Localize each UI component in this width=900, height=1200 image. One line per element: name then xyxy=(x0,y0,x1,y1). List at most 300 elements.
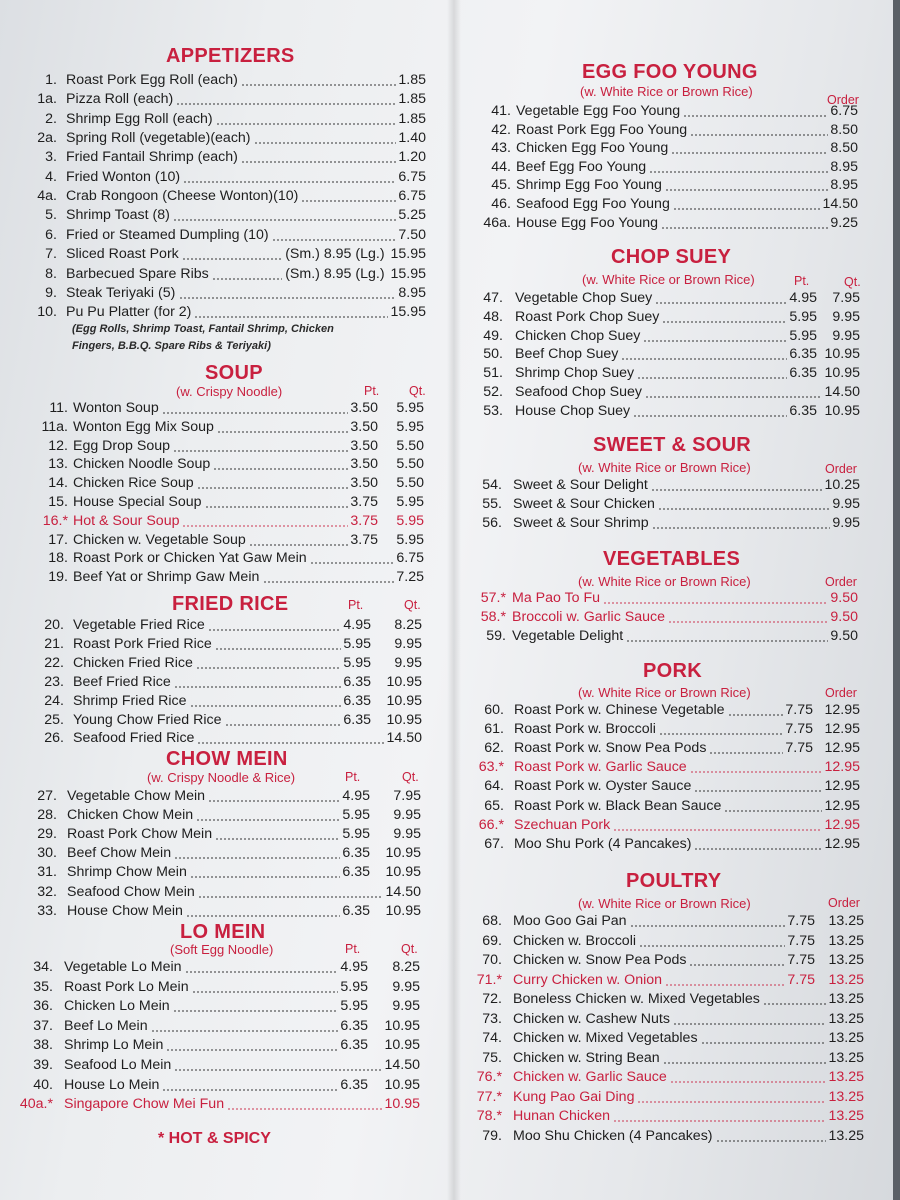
item-name: Shrimp Chow Mein xyxy=(67,864,187,881)
leader-dots xyxy=(190,705,342,707)
leader-dots xyxy=(213,468,348,470)
menu-item-row xyxy=(0,266,440,284)
item-price-pint: 7.75 xyxy=(785,740,813,757)
item-number: 79. xyxy=(482,1127,502,1144)
item-price-quart: 9.95 xyxy=(392,998,420,1015)
item-number: 64. xyxy=(484,778,504,795)
section-title-chow-mein: CHOW MEIN xyxy=(166,748,288,770)
item-price-pint: 7.75 xyxy=(785,702,813,718)
item-name: Hunan Chicken xyxy=(513,1108,611,1124)
item-number: 41. xyxy=(491,103,511,119)
menu-item-row xyxy=(458,122,893,140)
item-price: 15.95 xyxy=(390,246,426,263)
item-price-pint: 6.35 xyxy=(342,845,370,862)
item-price: 9.50 xyxy=(830,608,858,625)
item-name: Moo Goo Gai Pan xyxy=(513,913,627,929)
section-subtitle-pork: (w. White Rice or Brown Rice) xyxy=(578,685,751,700)
item-price: 1.20 xyxy=(398,149,426,166)
item-number: 42. xyxy=(491,121,511,138)
leader-dots xyxy=(196,819,340,821)
menu-item-row xyxy=(0,807,440,825)
sweet-sour-order-header: Order xyxy=(825,462,857,476)
menu-item-row xyxy=(0,1057,440,1075)
section-title-appetizers: APPETIZERS xyxy=(166,45,295,67)
soup-qt-header: Qt. xyxy=(409,384,426,398)
item-name: Roast Pork w. Garlic Sauce xyxy=(514,759,687,776)
item-name: Shrimp Lo Mein xyxy=(64,1037,164,1054)
menu-item-row xyxy=(458,328,893,346)
menu-item-row xyxy=(458,215,893,233)
menu-item-row xyxy=(458,177,893,195)
item-price-quart: 10.95 xyxy=(386,711,422,728)
leader-dots xyxy=(690,134,828,136)
item-number: 44. xyxy=(491,158,511,175)
leader-dots xyxy=(254,142,397,144)
item-name: Kung Pao Gai Ding xyxy=(513,1088,635,1105)
leader-dots xyxy=(192,991,339,993)
item-number: 43. xyxy=(491,140,511,157)
item-price: 13.25 xyxy=(828,913,864,929)
item-name: Curry Chicken w. Onion xyxy=(513,971,663,988)
item-name: Chicken w. Broccoli xyxy=(513,932,637,949)
item-number: 68. xyxy=(482,913,502,929)
menu-item-row xyxy=(458,346,893,364)
leader-dots xyxy=(249,544,349,546)
section-subtitle-sweet-sour: (w. White Rice or Brown Rice) xyxy=(578,460,751,475)
item-price-quart: 5.95 xyxy=(396,400,424,416)
item-number: 39. xyxy=(33,1057,53,1073)
menu-item-row xyxy=(0,655,440,673)
item-name: Fried or Steamed Dumpling (10) xyxy=(66,226,269,243)
item-number: 56. xyxy=(482,514,502,531)
item-name: Sweet & Sour Shrimp xyxy=(513,514,649,531)
section-title-soup: SOUP xyxy=(205,362,263,384)
menu-item-row xyxy=(0,169,440,187)
leader-dots xyxy=(216,123,397,125)
item-price: 8.95 xyxy=(398,284,426,301)
item-name: Chicken Chop Suey xyxy=(515,327,641,344)
item-price: 1.40 xyxy=(398,130,426,147)
menu-item-row xyxy=(0,1037,440,1055)
item-number: 4. xyxy=(45,168,57,185)
item-name: Seafood Chop Suey xyxy=(515,384,642,400)
item-number: 47. xyxy=(483,290,503,306)
item-price-quart: 9.95 xyxy=(832,327,860,344)
menu-item-row xyxy=(458,628,893,646)
leader-dots xyxy=(182,258,282,260)
leader-dots xyxy=(215,838,340,840)
leader-dots xyxy=(205,506,349,508)
leader-dots xyxy=(671,152,828,154)
item-name: Spring Roll (vegetable)(each) xyxy=(66,130,251,147)
item-name: Roast Pork w. Snow Pea Pods xyxy=(514,740,707,757)
menu-item-row xyxy=(458,103,893,121)
item-name: Chicken w. Snow Pea Pods xyxy=(513,952,687,968)
leader-dots xyxy=(194,316,388,318)
item-price: 13.25 xyxy=(828,952,864,968)
item-name: Shrimp Egg Roll (each) xyxy=(66,110,213,127)
item-name: Egg Drop Soup xyxy=(73,437,171,454)
pupu-note-line1: (Egg Rolls, Shrimp Toast, Fantail Shrimp, Chicken xyxy=(72,323,334,335)
menu-item-row xyxy=(0,1096,440,1114)
item-price: 5.25 xyxy=(398,207,426,224)
vegetables-order-header: Order xyxy=(825,575,857,589)
item-number: 11a. xyxy=(41,418,68,435)
item-name: Barbecued Spare Ribs xyxy=(66,265,209,282)
section-title-chop-suey: CHOP SUEY xyxy=(611,246,732,268)
item-number: 18. xyxy=(48,550,68,567)
item-price: 12.95 xyxy=(824,702,860,718)
item-name: Sweet & Sour Delight xyxy=(513,477,648,493)
item-price-quart: 9.95 xyxy=(393,807,421,824)
item-price-pint: 3.75 xyxy=(350,531,378,548)
item-number: 29. xyxy=(37,826,57,843)
item-price: 13.25 xyxy=(828,971,864,988)
item-price-pint: 6.35 xyxy=(340,1076,368,1093)
item-number: 35. xyxy=(33,978,53,995)
item-name: Roast Pork or Chicken Yat Gaw Mein xyxy=(73,550,307,567)
item-number: 19. xyxy=(48,569,68,586)
fried-rice-pt-header: Pt. xyxy=(348,598,364,612)
item-number: 54. xyxy=(482,477,502,493)
item-name: Chicken Rice Soup xyxy=(73,475,194,492)
poultry-order-header: Order xyxy=(828,896,860,910)
section-subtitle-chow-mein: (w. Crispy Noodle & Rice) xyxy=(147,770,296,785)
leader-dots xyxy=(716,1140,827,1142)
menu-item-row xyxy=(0,959,440,977)
item-number: 76.* xyxy=(476,1069,502,1085)
item-price-quart: 10.95 xyxy=(385,902,421,919)
item-price-quart: 10.95 xyxy=(384,1037,420,1054)
item-name: Moo Shu Chicken (4 Pancakes) xyxy=(513,1127,713,1144)
leader-dots xyxy=(225,724,342,726)
item-name: Shrimp Fried Rice xyxy=(73,692,187,709)
leader-dots xyxy=(217,431,348,433)
item-size-prices: (Sm.) 8.95 (Lg.) xyxy=(285,265,385,282)
item-name: Wonton Soup xyxy=(73,400,159,416)
item-number: 21. xyxy=(44,635,64,652)
chow-mein-qt-header: Qt. xyxy=(402,770,419,784)
item-number: 13. xyxy=(48,456,68,473)
item-price-quart: 10.95 xyxy=(384,1076,420,1093)
item-name: Chicken w. Mixed Vegetables xyxy=(513,1030,698,1046)
item-name: House Lo Mein xyxy=(64,1076,160,1093)
menu-item-row xyxy=(0,513,440,531)
item-price-pint: 6.35 xyxy=(343,711,371,728)
item-price: 12.95 xyxy=(824,778,860,795)
item-price-quart: 14.50 xyxy=(386,730,422,747)
item-price: 8.95 xyxy=(830,158,858,175)
item-price-pint: 6.35 xyxy=(789,402,817,419)
fried-rice-qt-header: Qt. xyxy=(404,598,421,612)
item-number: 48. xyxy=(483,308,503,325)
item-number: 73. xyxy=(482,1010,502,1027)
item-name: Vegetable Chop Suey xyxy=(515,290,653,306)
item-number: 61. xyxy=(484,721,504,738)
item-name: House Chop Suey xyxy=(515,402,631,419)
item-number: 36. xyxy=(33,998,53,1015)
item-price: 15.95 xyxy=(390,265,426,282)
section-subtitle-vegetables: (w. White Rice or Brown Rice) xyxy=(578,574,751,589)
item-name: House Egg Foo Young xyxy=(516,214,658,231)
item-price-quart: 10.95 xyxy=(384,1096,420,1113)
item-number: 23. xyxy=(44,673,64,690)
leader-dots xyxy=(683,115,828,117)
item-number: 53. xyxy=(483,402,503,419)
menu-item-row xyxy=(458,309,893,327)
item-price: 13.25 xyxy=(828,932,864,949)
leader-dots xyxy=(185,971,339,973)
item-price: 12.95 xyxy=(824,721,860,738)
item-price-pint: 3.50 xyxy=(350,475,378,492)
item-price: 8.50 xyxy=(830,140,858,157)
menu-item-row xyxy=(0,1077,440,1095)
item-size-prices: (Sm.) 8.95 (Lg.) xyxy=(285,246,385,263)
item-price-pint: 4.95 xyxy=(789,290,817,306)
leader-dots xyxy=(689,964,785,966)
menu-item-row xyxy=(0,400,440,418)
leader-dots xyxy=(663,1062,827,1064)
item-price: 10.25 xyxy=(824,477,860,493)
leader-dots xyxy=(186,915,340,917)
menu-item-row xyxy=(0,72,440,90)
section-title-egg-foo-young: EGG FOO YOUNG xyxy=(582,61,758,83)
item-name: Pizza Roll (each) xyxy=(66,91,174,108)
item-number: 33. xyxy=(37,902,57,919)
item-name: Chicken Noodle Soup xyxy=(73,456,211,473)
item-name: Broccoli w. Garlic Sauce xyxy=(512,608,665,625)
item-number: 26. xyxy=(44,730,64,747)
item-price-quart: 14.50 xyxy=(384,1057,420,1073)
item-price-pint: 4.95 xyxy=(343,617,371,633)
item-number: 65. xyxy=(484,797,504,814)
chop-suey-qt-header: Qt. xyxy=(844,275,861,289)
item-name: Vegetable Egg Foo Young xyxy=(516,103,681,119)
menu-item-row xyxy=(0,475,440,493)
leader-dots xyxy=(174,1069,382,1071)
item-name: Chicken w. Vegetable Soup xyxy=(73,531,246,548)
menu-item-row xyxy=(458,836,893,854)
item-price: 9.95 xyxy=(832,495,860,512)
menu-item-row xyxy=(0,712,440,730)
item-name: Shrimp Chop Suey xyxy=(515,365,635,382)
item-number: 8. xyxy=(45,265,57,282)
item-number: 24. xyxy=(44,692,64,709)
menu-item-row xyxy=(0,550,440,568)
item-price-pint: 4.95 xyxy=(340,959,368,975)
item-price-pint: 5.95 xyxy=(343,635,371,652)
item-name: House Special Soup xyxy=(73,494,202,510)
menu-item-row xyxy=(458,609,893,627)
menu-item-row xyxy=(458,403,893,421)
item-price: 12.95 xyxy=(824,740,860,757)
leader-dots xyxy=(649,171,828,173)
item-number: 15. xyxy=(48,494,68,510)
leader-dots xyxy=(241,84,396,86)
item-number: 45. xyxy=(491,177,511,194)
item-number: 66.* xyxy=(478,816,504,833)
item-price-quart: 5.50 xyxy=(396,456,424,473)
leader-dots xyxy=(613,829,822,831)
item-number: 78.* xyxy=(476,1108,502,1124)
menu-item-row xyxy=(458,1011,893,1029)
item-name: Seafood Egg Foo Young xyxy=(516,196,670,212)
item-name: Chicken Egg Foo Young xyxy=(516,140,669,157)
item-name: Wonton Egg Mix Soup xyxy=(73,418,214,435)
item-price: 9.95 xyxy=(832,514,860,531)
item-price-quart: 5.50 xyxy=(396,437,424,454)
item-name: Chicken w. Garlic Sauce xyxy=(513,1069,667,1085)
item-price: 12.95 xyxy=(824,816,860,833)
item-number: 49. xyxy=(483,327,503,344)
item-name: Seafood Fried Rice xyxy=(73,730,195,747)
item-number: 55. xyxy=(482,495,502,512)
item-price: 12.95 xyxy=(824,797,860,814)
item-name: Beef Fried Rice xyxy=(73,673,171,690)
menu-item-row xyxy=(0,494,440,512)
item-price-quart: 6.75 xyxy=(396,550,424,567)
leader-dots xyxy=(662,321,787,323)
menu-item-row xyxy=(458,477,893,495)
leader-dots xyxy=(263,581,395,583)
section-title-fried-rice: FRIED RICE xyxy=(172,593,289,615)
leader-dots xyxy=(174,857,340,859)
leader-dots xyxy=(183,181,396,183)
leader-dots xyxy=(272,239,397,241)
leader-dots xyxy=(310,562,394,564)
item-price-quart: 10.95 xyxy=(386,673,422,690)
section-title-lo-mein: LO MEIN xyxy=(180,921,266,943)
leader-dots xyxy=(690,771,823,773)
item-price-pint: 6.35 xyxy=(342,902,370,919)
menu-item-row xyxy=(458,496,893,514)
section-title-sweet-sour: SWEET & SOUR xyxy=(593,434,752,456)
lo-mein-pt-header: Pt. xyxy=(345,942,361,956)
item-name: Roast Pork Egg Foo Young xyxy=(516,121,688,138)
item-name: Singapore Chow Mei Fun xyxy=(64,1096,225,1113)
leader-dots xyxy=(208,629,342,631)
leader-dots xyxy=(637,1101,826,1103)
leader-dots xyxy=(673,208,820,210)
item-name: Vegetable Chow Mein xyxy=(67,788,206,804)
leader-dots xyxy=(673,1023,827,1025)
item-price-pint: 3.50 xyxy=(350,400,378,416)
item-name: Fried Fantail Shrimp (each) xyxy=(66,149,238,166)
menu-item-row xyxy=(0,130,440,148)
item-price-pint: 6.35 xyxy=(340,1037,368,1054)
item-price-quart: 10.95 xyxy=(385,845,421,862)
item-name: Chicken Fried Rice xyxy=(73,654,193,671)
menu-item-row xyxy=(0,569,440,587)
item-price-pint: 3.50 xyxy=(350,437,378,454)
leader-dots xyxy=(173,450,348,452)
leader-dots xyxy=(198,896,384,898)
item-number: 37. xyxy=(33,1017,53,1034)
item-number: 71.* xyxy=(476,971,502,988)
menu-item-row xyxy=(458,1050,893,1068)
item-price-quart: 7.25 xyxy=(396,569,424,586)
leader-dots xyxy=(208,800,340,802)
menu-item-row xyxy=(0,788,440,806)
item-number: 58.* xyxy=(480,608,506,625)
item-price-quart: 10.95 xyxy=(386,692,422,709)
item-name: House Chow Mein xyxy=(67,902,183,919)
item-price-pint: 6.35 xyxy=(343,692,371,709)
menu-item-row xyxy=(0,998,440,1016)
section-subtitle-egg-foo-young: (w. White Rice or Brown Rice) xyxy=(580,84,753,99)
item-price-quart: 14.50 xyxy=(385,883,421,900)
item-price: 6.75 xyxy=(398,188,426,205)
item-price: 9.50 xyxy=(830,590,858,606)
item-name: Beef Yat or Shrimp Gaw Mein xyxy=(73,569,260,586)
pupu-note-line2: Fingers, B.B.Q. Spare Ribs & Teriyaki) xyxy=(72,340,271,352)
item-price: 14.50 xyxy=(822,196,858,212)
menu-item-row xyxy=(0,438,440,456)
leader-dots xyxy=(173,1010,339,1012)
item-price-pint: 7.75 xyxy=(787,971,815,988)
menu-item-row xyxy=(0,884,440,902)
hot-spicy-legend: * HOT & SPICY xyxy=(158,1130,271,1147)
menu-item-row xyxy=(0,91,440,109)
leader-dots xyxy=(658,508,830,510)
item-name: Roast Pork Lo Mein xyxy=(64,978,189,995)
item-number: 30. xyxy=(37,845,57,862)
menu-item-row xyxy=(0,674,440,692)
leader-dots xyxy=(241,161,397,163)
item-name: Vegetable Delight xyxy=(512,627,624,644)
item-name: Shrimp Egg Foo Young xyxy=(516,177,662,194)
chow-mein-pt-header: Pt. xyxy=(345,770,361,784)
menu-item-row xyxy=(0,419,440,437)
item-name: Vegetable Fried Rice xyxy=(73,617,205,633)
item-price-quart: 5.95 xyxy=(396,512,424,529)
menu-item-row xyxy=(0,693,440,711)
leader-dots xyxy=(182,525,348,527)
menu-item-row xyxy=(458,384,893,402)
menu-item-row xyxy=(458,1089,893,1107)
leader-dots xyxy=(174,686,342,688)
leader-dots xyxy=(613,1120,826,1122)
egg-foo-young-order-header: Order xyxy=(827,93,859,107)
item-number: 70. xyxy=(482,952,502,968)
menu-item-row xyxy=(0,149,440,167)
item-number: 59. xyxy=(486,627,506,644)
leader-dots xyxy=(639,945,785,947)
section-subtitle-poultry: (w. White Rice or Brown Rice) xyxy=(578,896,751,911)
leader-dots xyxy=(151,1030,339,1032)
leader-dots xyxy=(162,1089,338,1091)
leader-dots xyxy=(665,984,785,986)
item-name: Roast Pork w. Chinese Vegetable xyxy=(514,702,725,718)
leader-dots xyxy=(190,876,341,878)
leader-dots xyxy=(724,810,822,812)
item-price: 12.95 xyxy=(824,835,860,852)
item-name: Chicken Chow Mein xyxy=(67,807,194,824)
menu-item-row xyxy=(458,991,893,1009)
leader-dots xyxy=(655,302,787,304)
item-number: 5. xyxy=(45,207,57,224)
item-number: 40. xyxy=(33,1076,53,1093)
leader-dots xyxy=(694,848,822,850)
item-number: 12. xyxy=(48,437,68,454)
item-number: 3. xyxy=(45,149,57,166)
leader-dots xyxy=(652,527,831,529)
item-number: 9. xyxy=(45,284,57,301)
leader-dots xyxy=(661,227,828,229)
item-name: Roast Pork Fried Rice xyxy=(73,635,212,652)
item-price-quart: 10.95 xyxy=(384,1017,420,1034)
item-price: 6.75 xyxy=(830,103,858,119)
